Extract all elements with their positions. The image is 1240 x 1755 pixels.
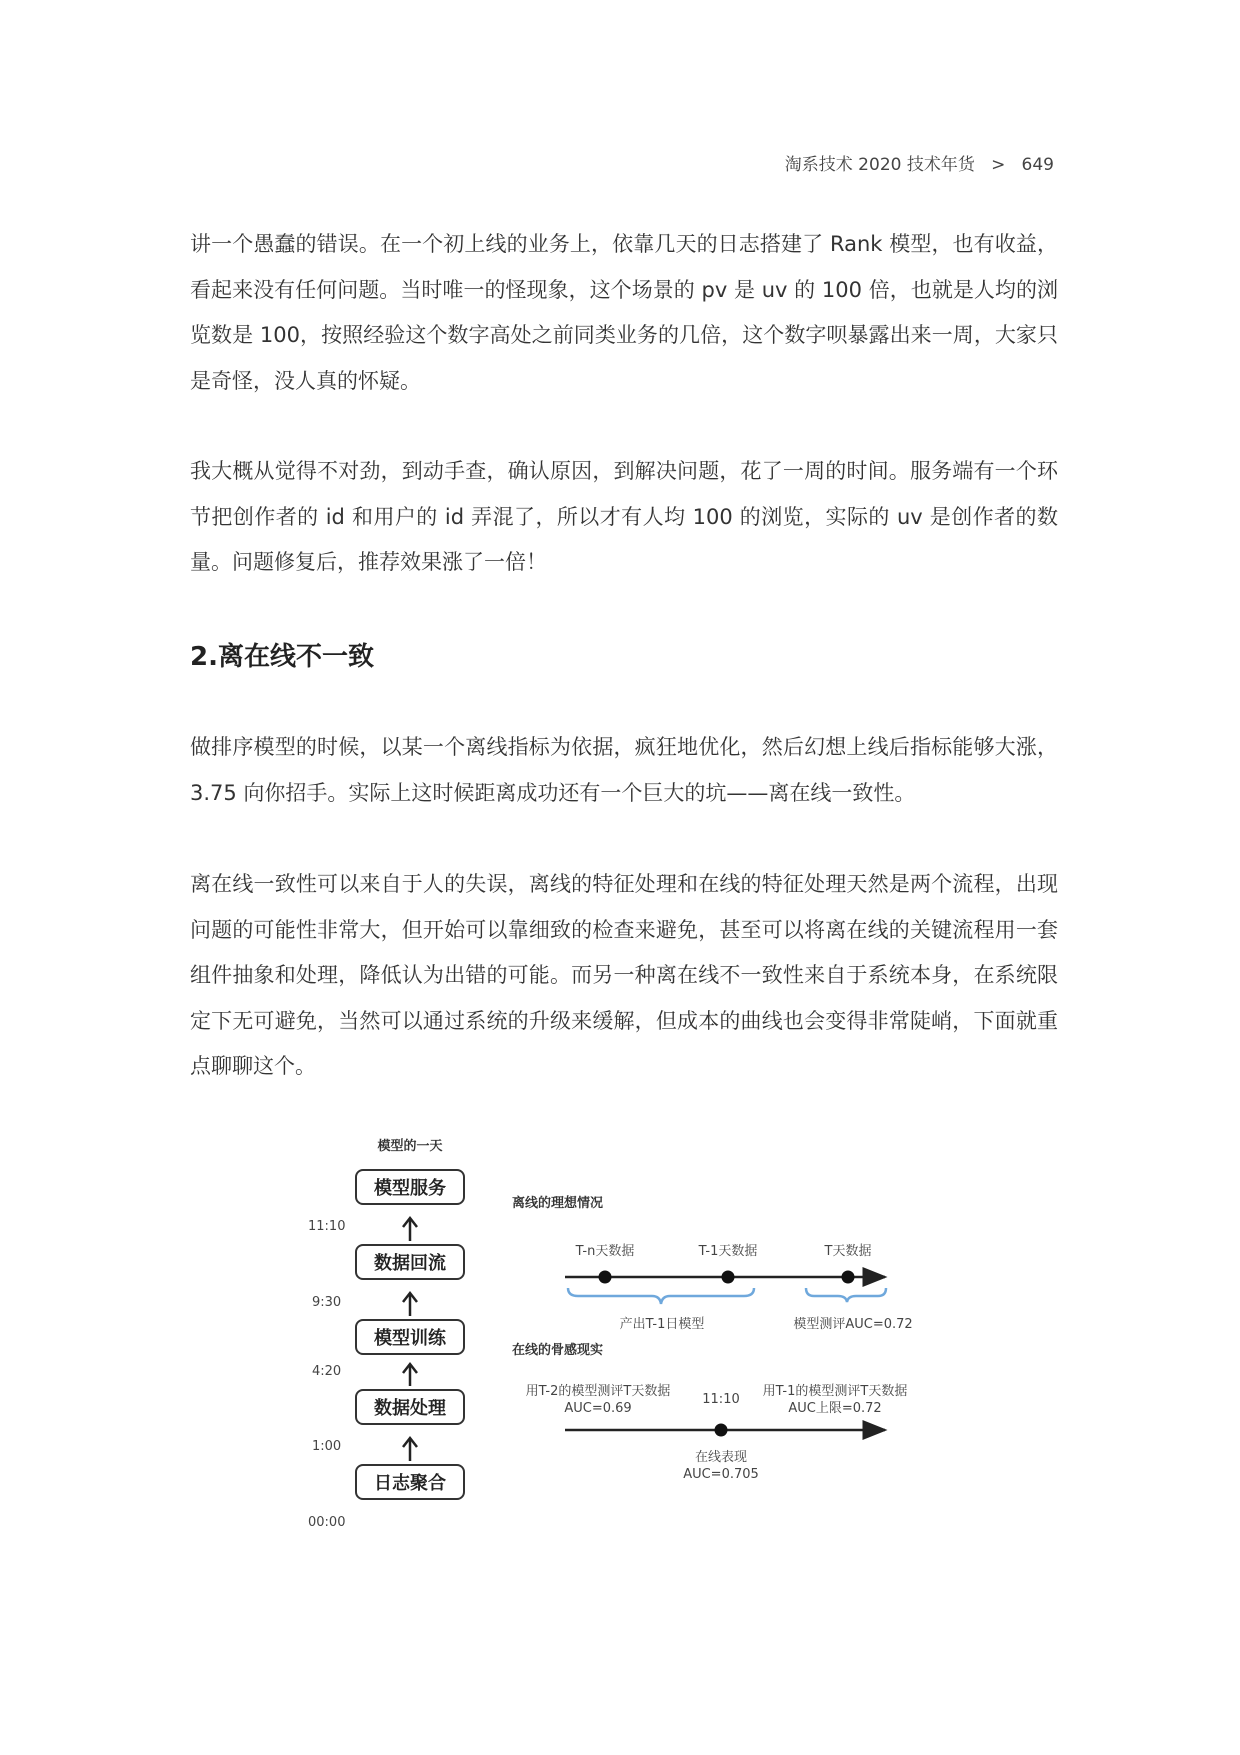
offline-point-label: T-1天数据	[698, 1244, 758, 1259]
step-label: 模型服务	[374, 1178, 446, 1199]
online-center-time: 11:10	[702, 1392, 740, 1407]
paragraph-2: 我大概从觉得不对劲，到动手查，确认原因，到解决问题，花了一周的时间。服务端有一个环节把创作者的 id 和用户的 id 弄混了，所以才有人均 100 的浏览，实际的 uv 是创作者的数量。问题修复后，推荐效果涨了一倍！	[190, 459, 1058, 574]
pipeline-title: 模型的一天	[377, 1139, 443, 1154]
step-label: 日志聚合	[374, 1473, 446, 1494]
step-label: 数据处理	[374, 1398, 446, 1419]
online-left-line1: 用T-2的模型测评T天数据	[525, 1384, 671, 1399]
online-right-line1: 用T-1的模型测评T天数据	[762, 1384, 908, 1399]
online-title: 在线的骨感现实	[512, 1343, 604, 1358]
running-header	[785, 150, 1054, 175]
brace-left-label: 产出T-1日模型	[619, 1317, 705, 1332]
step-label: 数据回流	[374, 1253, 446, 1274]
timeline-dot	[842, 1271, 855, 1284]
online-right-line2: AUC上限=0.72	[788, 1401, 882, 1416]
time-label: 1:00	[312, 1439, 342, 1454]
step-label: 模型训练	[374, 1328, 446, 1349]
book-title: 淘系技术 2020 技术年货	[784, 155, 975, 175]
offline-point-label: T-n天数据	[575, 1244, 635, 1259]
page-number: 649	[1021, 155, 1054, 175]
brace-right-label: 模型测评AUC=0.72	[793, 1317, 913, 1332]
time-label: 4:20	[312, 1364, 342, 1379]
paragraph-1: 讲一个愚蠢的错误。在一个初上线的业务上，依靠几天的日志搭建了 Rank 模型，也有收益，看起来没有任何问题。当时唯一的怪现象，这个场景的 pv 是 uv 的 100 倍，也就是人均的浏览数是 100，按照经验这个数字高处之前同类业务的几倍，这个数字呗暴露出来一周，大家只是奇怪，没人真的怀疑。	[190, 232, 1058, 393]
brace-left	[568, 1288, 754, 1304]
pipeline-step-4	[356, 1465, 464, 1499]
online-left-line2: AUC=0.69	[564, 1401, 632, 1416]
time-label: 9:30	[312, 1295, 342, 1310]
timeline-dot	[599, 1271, 612, 1284]
pipeline-step-3	[356, 1390, 464, 1424]
paragraph-3: 做排序模型的时候，以某一个离线指标为依据，疯狂地优化，然后幻想上线后指标能够大涨，3.75 向你招手。实际上这时候距离成功还有一个巨大的坑——离在线一致性。	[190, 735, 1058, 805]
brace-right	[806, 1288, 886, 1302]
paragraph-4: 离在线一致性可以来自于人的失误，离线的特征处理和在线的特征处理天然是两个流程，出现问题的可能性非常大，但开始可以靠细致的检查来避免，甚至可以将离在线的关键流程用一套组件抽象和处理，降低认为出错的可能。而另一种离在线不一致性来自于系统本身，在系统限定下无可避免，当然可以通过系统的升级来缓解，但成本的曲线也会变得非常陡峭，下面就重点聊聊这个。	[190, 872, 1058, 1078]
offline-point-label: T天数据	[824, 1244, 872, 1259]
time-label: 00:00	[308, 1515, 346, 1530]
online-bottom-line1: 在线表现	[694, 1450, 748, 1465]
section-heading: 2.离在线不一致	[190, 642, 374, 672]
timeline-dot	[715, 1424, 728, 1437]
timeline-dot	[722, 1271, 735, 1284]
time-label: 11:10	[308, 1219, 346, 1234]
offline-title: 离线的理想情况	[512, 1196, 604, 1211]
pipeline-step-2	[356, 1320, 464, 1354]
model-day-figure	[300, 1130, 960, 1530]
pipeline-step-1	[356, 1245, 464, 1279]
online-bottom-line2: AUC=0.705	[683, 1467, 759, 1482]
header-separator: >	[991, 155, 1006, 175]
figure-svg	[300, 1130, 960, 1530]
pipeline-step-0	[356, 1170, 464, 1204]
